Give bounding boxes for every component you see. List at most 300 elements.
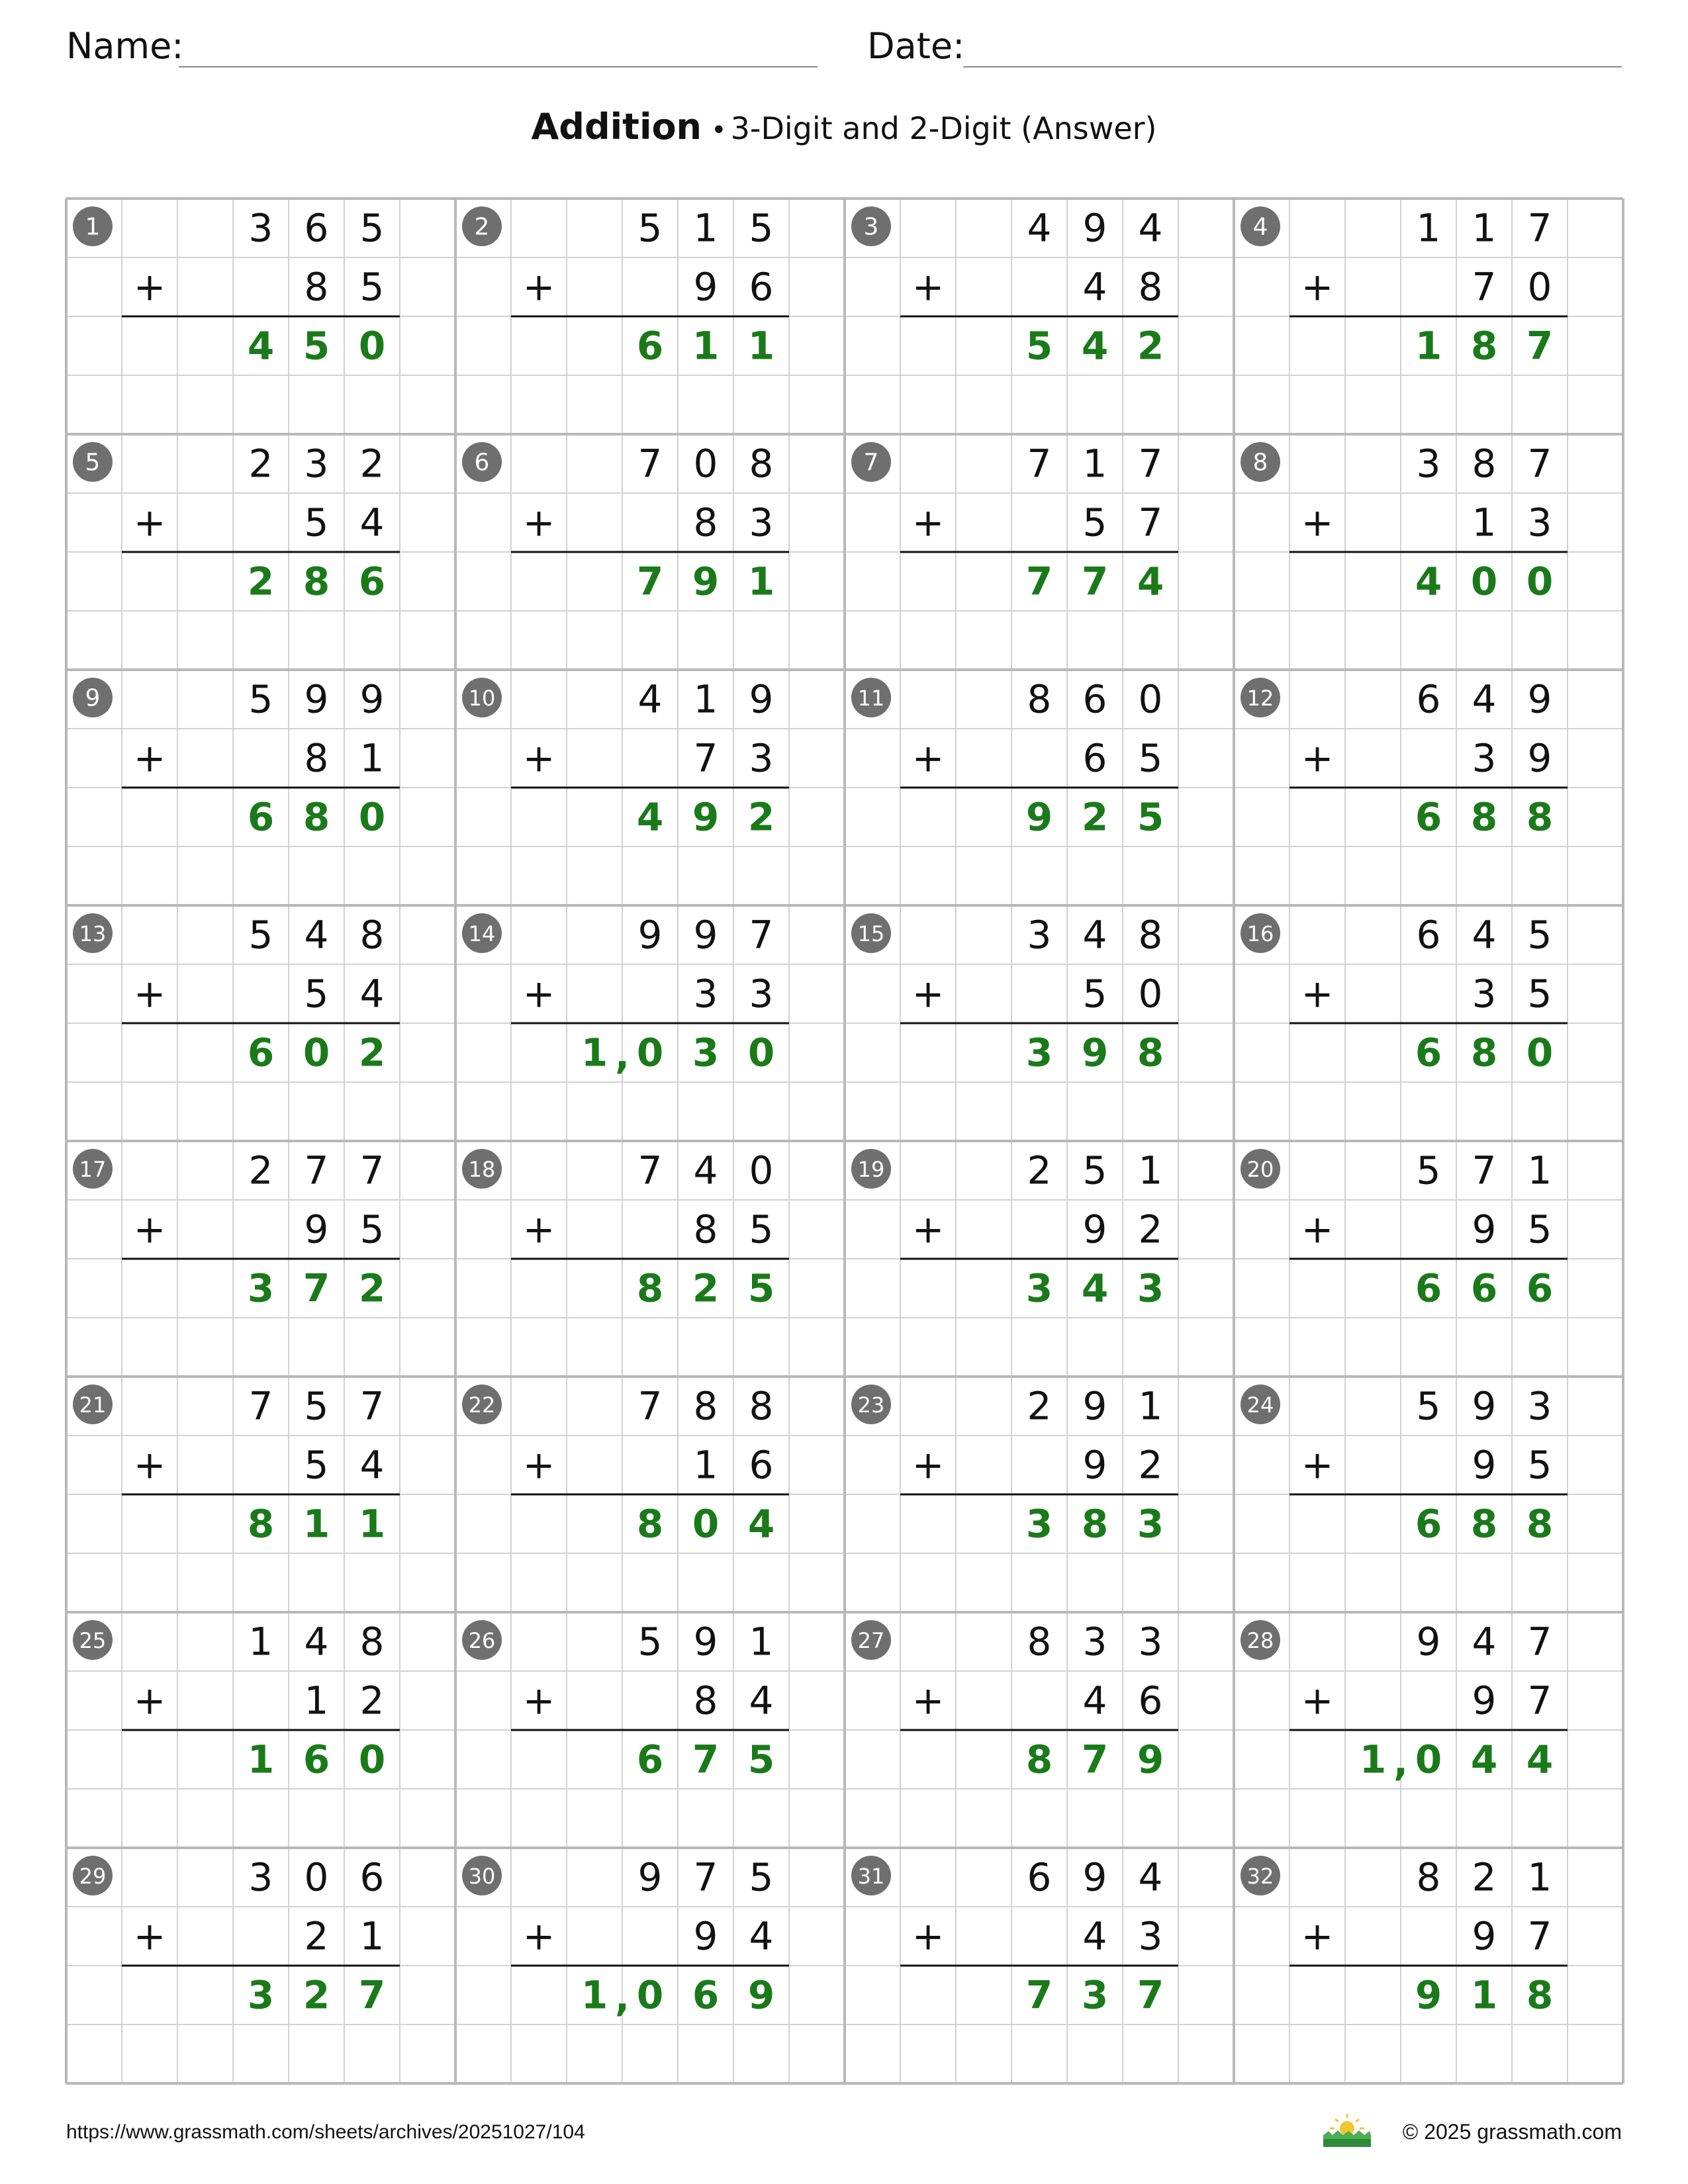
answer-digit: 3: [1137, 1501, 1164, 1547]
plus-operator: +: [133, 500, 166, 545]
answer-digit: 6: [247, 1030, 275, 1075]
bottom-digit: 5: [1527, 1206, 1552, 1252]
plus-operator: +: [133, 1678, 166, 1723]
answer-digit: 6: [636, 323, 664, 369]
problem-number: 32: [1246, 1864, 1274, 1889]
plus-operator: +: [912, 1442, 945, 1488]
top-digit: 7: [248, 1383, 273, 1429]
answer-digit: 7: [1025, 559, 1053, 604]
answer-digit: 7: [1081, 1737, 1109, 1782]
answer-digit: 8: [1081, 1501, 1109, 1547]
answer-digit: 3: [1025, 1265, 1053, 1311]
answer-comma: ,: [1393, 1739, 1409, 1785]
plus-operator: +: [133, 971, 166, 1017]
problem-number: 16: [1246, 921, 1274, 946]
top-digit: 6: [1027, 1854, 1052, 1900]
top-digit: 2: [248, 441, 273, 486]
plus-operator: +: [522, 1206, 555, 1252]
answer-digit: 2: [1081, 794, 1109, 840]
top-digit: 3: [304, 441, 329, 486]
plus-operator: +: [912, 264, 945, 310]
top-digit: 6: [1416, 912, 1441, 958]
top-digit: 2: [1472, 1854, 1497, 1900]
top-digit: 7: [637, 441, 663, 486]
bottom-digit: 1: [1472, 500, 1497, 545]
bottom-digit: 5: [304, 1442, 329, 1488]
bottom-digit: 6: [1138, 1678, 1163, 1723]
bottom-digit: 9: [1472, 1913, 1497, 1959]
problem-number: 23: [857, 1392, 885, 1418]
top-digit: 5: [1416, 1148, 1441, 1193]
bottom-digit: 0: [1138, 971, 1163, 1017]
top-digit: 6: [1082, 676, 1107, 722]
bottom-digit: 8: [693, 1678, 718, 1723]
bottom-digit: 4: [359, 1442, 385, 1488]
bottom-digit: 5: [1527, 1442, 1552, 1488]
answer-digit: 0: [1470, 559, 1498, 604]
top-digit: 0: [304, 1854, 329, 1900]
top-digit: 9: [1082, 1854, 1107, 1900]
bottom-digit: 3: [749, 735, 774, 781]
top-digit: 3: [248, 205, 273, 251]
grass-sun-logo-icon: [1321, 2111, 1374, 2151]
bottom-digit: 4: [1082, 1678, 1107, 1723]
bottom-digit: 5: [1082, 971, 1107, 1017]
top-digit: 5: [248, 912, 273, 958]
answer-digit: 7: [303, 1265, 330, 1311]
bottom-digit: 7: [693, 735, 718, 781]
answer-digit: 9: [1081, 1030, 1109, 1075]
bottom-digit: 6: [749, 1442, 774, 1488]
top-digit: 4: [1472, 676, 1497, 722]
top-digit: 9: [1472, 1383, 1497, 1429]
plus-operator: +: [912, 971, 945, 1017]
answer-digit: 6: [303, 1737, 330, 1782]
plus-operator: +: [1301, 1913, 1334, 1959]
answer-digit: 5: [303, 323, 330, 369]
plus-operator: +: [912, 1206, 945, 1252]
top-digit: 5: [248, 676, 273, 722]
bottom-digit: 5: [1082, 500, 1107, 545]
answer-digit: 4: [747, 1501, 775, 1547]
top-digit: 1: [1082, 441, 1107, 486]
top-digit: 8: [749, 441, 774, 486]
plus-operator: +: [522, 1442, 555, 1488]
answer-digit: 1: [303, 1501, 330, 1547]
problem-number: 5: [85, 449, 101, 477]
plus-operator: +: [1301, 500, 1334, 545]
answer-digit: 0: [636, 1972, 664, 2018]
top-digit: 9: [359, 676, 385, 722]
top-digit: 4: [1027, 205, 1052, 251]
answer-digit: 1: [1359, 1737, 1387, 1782]
answer-digit: 1: [1415, 323, 1442, 369]
date-label: Date:: [867, 25, 965, 67]
bottom-digit: 2: [1138, 1442, 1163, 1488]
top-digit: 7: [1527, 441, 1552, 486]
top-digit: 9: [1082, 205, 1107, 251]
answer-digit: 0: [358, 794, 386, 840]
bottom-digit: 5: [749, 1206, 774, 1252]
bottom-digit: 1: [359, 1913, 385, 1959]
answer-digit: 0: [303, 1030, 330, 1075]
plus-operator: +: [912, 1913, 945, 1959]
answer-digit: 1: [581, 1972, 608, 2018]
problem-number: 12: [1246, 686, 1274, 711]
problem-number: 14: [468, 921, 496, 946]
footer-url[interactable]: https://www.grassmath.com/sheets/archives/20251027/104: [66, 2121, 585, 2143]
bottom-digit: 1: [693, 1442, 718, 1488]
top-digit: 1: [1527, 1148, 1552, 1193]
bottom-digit: 3: [749, 500, 774, 545]
bottom-digit: 8: [1138, 264, 1163, 310]
top-digit: 1: [1138, 1383, 1163, 1429]
top-digit: 8: [1472, 441, 1497, 486]
top-digit: 1: [248, 1619, 273, 1664]
bottom-digit: 9: [304, 1206, 329, 1252]
answer-digit: 4: [1470, 1737, 1498, 1782]
bottom-digit: 4: [749, 1913, 774, 1959]
bottom-digit: 7: [1472, 264, 1497, 310]
top-digit: 1: [749, 1619, 774, 1664]
problem-number: 11: [857, 686, 885, 711]
answer-digit: 8: [1526, 1972, 1554, 2018]
title-subtitle: 3-Digit and 2-Digit (Answer): [730, 111, 1157, 146]
answer-digit: 9: [692, 794, 720, 840]
top-digit: 7: [637, 1383, 663, 1429]
answer-digit: 0: [1526, 1030, 1554, 1075]
answer-digit: 2: [358, 1265, 386, 1311]
bottom-digit: 2: [359, 1678, 385, 1723]
bottom-digit: 2: [304, 1913, 329, 1959]
top-digit: 2: [1027, 1383, 1052, 1429]
bottom-digit: 4: [1082, 264, 1107, 310]
bottom-digit: 8: [304, 264, 329, 310]
plus-operator: +: [1301, 1442, 1334, 1488]
answer-digit: 2: [303, 1972, 330, 2018]
answer-digit: 1: [581, 1030, 608, 1075]
plus-operator: +: [133, 735, 166, 781]
bottom-digit: 3: [1472, 735, 1497, 781]
bottom-digit: 7: [1527, 1913, 1552, 1959]
plus-operator: +: [522, 1678, 555, 1723]
problem-number: 22: [468, 1392, 496, 1418]
footer-copyright: © 2025 grassmath.com: [1402, 2120, 1622, 2144]
answer-digit: 5: [1137, 794, 1164, 840]
problem-number: 17: [79, 1157, 107, 1182]
answer-digit: 6: [1470, 1265, 1498, 1311]
top-digit: 3: [1082, 1619, 1107, 1664]
answer-digit: 1: [747, 323, 775, 369]
bottom-digit: 6: [1082, 735, 1107, 781]
problem-number: 10: [468, 686, 496, 711]
answer-digit: 6: [1415, 794, 1442, 840]
problem-number: 28: [1246, 1628, 1274, 1653]
problem-number: 30: [468, 1864, 496, 1889]
problem-number: 29: [79, 1864, 107, 1889]
answer-digit: 0: [692, 1501, 720, 1547]
answer-digit: 6: [636, 1737, 664, 1782]
answer-digit: 5: [747, 1265, 775, 1311]
bottom-digit: 4: [359, 971, 385, 1017]
problem-number: 19: [857, 1157, 885, 1182]
top-digit: 5: [637, 205, 663, 251]
answer-digit: 8: [636, 1265, 664, 1311]
top-digit: 7: [637, 1148, 663, 1193]
answer-digit: 6: [1526, 1265, 1554, 1311]
title-main: Addition: [531, 106, 702, 148]
answer-digit: 7: [358, 1972, 386, 2018]
top-digit: 3: [1527, 1383, 1552, 1429]
bottom-digit: 7: [1527, 1678, 1552, 1723]
problem-number: 26: [468, 1628, 496, 1653]
top-digit: 9: [1416, 1619, 1441, 1664]
answer-digit: 4: [1526, 1737, 1554, 1782]
top-digit: 1: [1416, 205, 1441, 251]
plus-operator: +: [1301, 971, 1334, 1017]
bottom-digit: 5: [1138, 735, 1163, 781]
plus-operator: +: [133, 264, 166, 310]
answer-comma: ,: [614, 1975, 630, 2021]
answer-digit: 1: [247, 1737, 275, 1782]
answer-digit: 8: [1470, 1030, 1498, 1075]
top-digit: 2: [248, 1148, 273, 1193]
top-digit: 7: [359, 1148, 385, 1193]
problem-number: 9: [85, 684, 101, 712]
top-digit: 9: [637, 1854, 663, 1900]
top-digit: 1: [693, 205, 718, 251]
answer-digit: 8: [636, 1501, 664, 1547]
plus-operator: +: [522, 971, 555, 1017]
answer-digit: 8: [1025, 1737, 1053, 1782]
top-digit: 5: [304, 1383, 329, 1429]
answer-digit: 0: [1526, 559, 1554, 604]
top-digit: 3: [248, 1854, 273, 1900]
problem-number: 24: [1246, 1392, 1274, 1418]
answer-digit: 7: [1025, 1972, 1053, 2018]
bottom-digit: 7: [1138, 500, 1163, 545]
answer-digit: 2: [747, 794, 775, 840]
answer-digit: 9: [692, 559, 720, 604]
problem-number: 25: [79, 1628, 107, 1653]
top-digit: 1: [1138, 1148, 1163, 1193]
answer-digit: 7: [1526, 323, 1554, 369]
bottom-digit: 5: [359, 264, 385, 310]
top-digit: 9: [749, 676, 774, 722]
answer-digit: 8: [1526, 794, 1554, 840]
answer-digit: 2: [1137, 323, 1164, 369]
plus-operator: +: [522, 1913, 555, 1959]
plus-operator: +: [522, 500, 555, 545]
bottom-digit: 4: [749, 1678, 774, 1723]
answer-digit: 6: [1415, 1265, 1442, 1311]
top-digit: 4: [1472, 912, 1497, 958]
top-digit: 7: [304, 1148, 329, 1193]
bottom-digit: 0: [1527, 264, 1552, 310]
plus-operator: +: [1301, 735, 1334, 781]
top-digit: 3: [1138, 1619, 1163, 1664]
plus-operator: +: [1301, 1678, 1334, 1723]
answer-digit: 9: [1025, 794, 1053, 840]
top-digit: 2: [1027, 1148, 1052, 1193]
problem-number: 21: [79, 1392, 107, 1418]
top-digit: 8: [1138, 912, 1163, 958]
plus-operator: +: [1301, 1206, 1334, 1252]
answer-digit: 0: [358, 323, 386, 369]
bottom-digit: 9: [1472, 1678, 1497, 1723]
plus-operator: +: [133, 1913, 166, 1959]
top-digit: 8: [359, 912, 385, 958]
bottom-digit: 9: [1472, 1442, 1497, 1488]
answer-digit: 7: [692, 1737, 720, 1782]
plus-operator: +: [133, 1206, 166, 1252]
top-digit: 5: [637, 1619, 663, 1664]
bottom-digit: 9: [1472, 1206, 1497, 1252]
top-digit: 6: [359, 1854, 385, 1900]
top-digit: 9: [693, 1619, 718, 1664]
bottom-digit: 3: [693, 971, 718, 1017]
answer-digit: 6: [1415, 1030, 1442, 1075]
answer-digit: 4: [1081, 1265, 1109, 1311]
answer-digit: 8: [1470, 1501, 1498, 1547]
top-digit: 9: [1082, 1383, 1107, 1429]
problem-number: 7: [863, 449, 879, 477]
top-digit: 5: [359, 205, 385, 251]
top-digit: 4: [693, 1148, 718, 1193]
top-digit: 5: [749, 1854, 774, 1900]
answer-digit: 3: [1025, 1501, 1053, 1547]
answer-digit: 6: [1415, 1501, 1442, 1547]
problem-number: 18: [468, 1157, 496, 1182]
answer-digit: 2: [692, 1265, 720, 1311]
top-digit: 7: [1027, 441, 1052, 486]
plus-operator: +: [522, 264, 555, 310]
problem-number: 13: [79, 921, 107, 946]
top-digit: 7: [359, 1383, 385, 1429]
problem-number: 4: [1252, 213, 1268, 241]
answer-digit: 1: [1470, 1972, 1498, 2018]
top-digit: 8: [1027, 1619, 1052, 1664]
bottom-digit: 1: [304, 1678, 329, 1723]
problem-number: 20: [1246, 1157, 1274, 1182]
answer-digit: 1: [692, 323, 720, 369]
top-digit: 3: [1416, 441, 1441, 486]
top-digit: 7: [1472, 1148, 1497, 1193]
plus-operator: +: [912, 1678, 945, 1723]
bottom-digit: 4: [359, 500, 385, 545]
bottom-digit: 8: [693, 500, 718, 545]
answer-digit: 3: [1137, 1265, 1164, 1311]
problem-number: 3: [863, 213, 879, 241]
bottom-digit: 9: [1082, 1206, 1107, 1252]
bottom-digit: 3: [749, 971, 774, 1017]
answer-digit: 8: [303, 559, 330, 604]
problem-number: 15: [857, 921, 885, 946]
top-digit: 9: [304, 676, 329, 722]
top-digit: 3: [1027, 912, 1052, 958]
answer-digit: 4: [636, 794, 664, 840]
answer-digit: 0: [747, 1030, 775, 1075]
bottom-digit: 1: [359, 735, 385, 781]
answer-digit: 8: [1470, 794, 1498, 840]
bottom-digit: 8: [693, 1206, 718, 1252]
plus-operator: +: [912, 735, 945, 781]
bottom-digit: 9: [1527, 735, 1552, 781]
answer-digit: 2: [247, 559, 275, 604]
plus-operator: +: [1301, 264, 1334, 310]
problem-number: 8: [1252, 449, 1268, 477]
top-digit: 7: [693, 1854, 718, 1900]
answer-digit: 2: [358, 1030, 386, 1075]
answer-digit: 5: [1025, 323, 1053, 369]
answer-digit: 8: [1526, 1501, 1554, 1547]
answer-digit: 7: [1137, 1972, 1164, 2018]
top-digit: 6: [1416, 676, 1441, 722]
top-digit: 4: [304, 1619, 329, 1664]
bottom-digit: 3: [1527, 500, 1552, 545]
top-digit: 9: [1527, 676, 1552, 722]
answer-digit: 4: [1415, 559, 1442, 604]
bottom-digit: 9: [1082, 1442, 1107, 1488]
top-digit: 4: [304, 912, 329, 958]
top-digit: 5: [1416, 1383, 1441, 1429]
answer-digit: 0: [636, 1030, 664, 1075]
answer-digit: 3: [247, 1265, 275, 1311]
answer-digit: 9: [1415, 1972, 1442, 2018]
answer-digit: 4: [247, 323, 275, 369]
answer-digit: 8: [1470, 323, 1498, 369]
answer-digit: 9: [747, 1972, 775, 2018]
answer-digit: 9: [1137, 1737, 1164, 1782]
answer-digit: 3: [1025, 1030, 1053, 1075]
top-digit: 9: [693, 912, 718, 958]
problem-number: 27: [857, 1628, 885, 1653]
top-digit: 8: [359, 1619, 385, 1664]
top-digit: 4: [1082, 912, 1107, 958]
name-label: Name:: [66, 25, 184, 67]
bottom-digit: 5: [304, 971, 329, 1017]
top-digit: 5: [749, 205, 774, 251]
top-digit: 5: [1527, 912, 1552, 958]
top-digit: 4: [1138, 1854, 1163, 1900]
top-digit: 8: [693, 1383, 718, 1429]
top-digit: 7: [1527, 1619, 1552, 1664]
bottom-digit: 5: [304, 500, 329, 545]
answer-digit: 8: [303, 794, 330, 840]
bottom-digit: 3: [1472, 971, 1497, 1017]
plus-operator: +: [912, 500, 945, 545]
bottom-digit: 6: [749, 264, 774, 310]
problem-number: 2: [474, 213, 490, 241]
answer-digit: 6: [358, 559, 386, 604]
answer-digit: 7: [636, 559, 664, 604]
bottom-digit: 9: [693, 1913, 718, 1959]
top-digit: 7: [1138, 441, 1163, 486]
bottom-digit: 9: [693, 264, 718, 310]
answer-digit: 8: [1137, 1030, 1164, 1075]
top-digit: 5: [1082, 1148, 1107, 1193]
top-digit: 8: [749, 1383, 774, 1429]
top-digit: 1: [1472, 205, 1497, 251]
bottom-digit: 5: [359, 1206, 385, 1252]
top-digit: 4: [637, 676, 663, 722]
top-digit: 8: [1416, 1854, 1441, 1900]
answer-digit: 6: [692, 1972, 720, 2018]
answer-digit: 4: [1137, 559, 1164, 604]
answer-comma: ,: [614, 1032, 630, 1078]
answer-digit: 1: [747, 559, 775, 604]
answer-digit: 1: [358, 1501, 386, 1547]
